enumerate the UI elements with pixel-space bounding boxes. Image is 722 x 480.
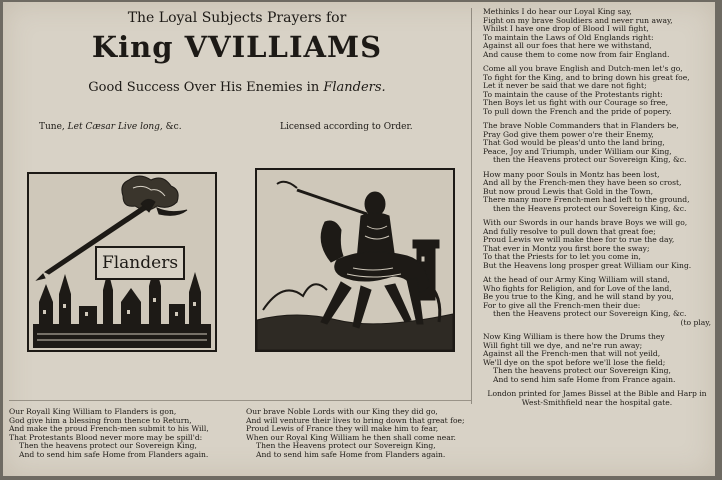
verse-line: Our Royall King William to Flanders is gon,	[9, 407, 177, 416]
verse-line: To fight for the King, and to bring down his great foe,	[483, 72, 690, 82]
verse-line: And cause them to come now from fair England.	[483, 49, 670, 59]
verse-line: There many more French-men had left to the ground,	[483, 195, 690, 204]
bottom-middle-verse	[246, 408, 468, 459]
title-line-1: The Loyal Subjects Prayers for	[127, 10, 347, 26]
verse-line: That ever in Montz you first bore the sway;	[483, 243, 650, 253]
verse-line: Now King William is there how the Drums they	[483, 332, 665, 341]
verse-line: Then the Heavens protect our Sovereign King,	[256, 441, 436, 450]
verse-line: To maintain the cause of the Protestants right:	[483, 89, 663, 99]
verse-line: then the Heavens protect our Sovereign King, &c.	[493, 155, 687, 164]
stanza-4	[483, 171, 711, 214]
verse-line: Our brave Noble Lords with our King they did go,	[246, 407, 438, 416]
verse-line: And will venture their lives to bring down that great foe;	[246, 415, 465, 425]
licensed-line: Licensed according to Order.	[280, 122, 413, 132]
imprint-line: West-Smithfield near the hospital gate.	[521, 397, 673, 407]
verse-line: And fully resolve to pull down that great foe;	[483, 226, 656, 236]
verse-line: And to send him safe Home from Flanders again.	[19, 449, 209, 459]
imprint	[483, 390, 711, 407]
verse-line: Who fights for Religion, and for Love of the land,	[483, 283, 672, 293]
verse-line: How many poor Souls in Montz has been lost,	[483, 169, 660, 179]
verse-line: (to play,	[680, 317, 711, 327]
verse-line: Pray God give them power o're their Enemy,	[483, 129, 654, 139]
tune-suffix: &c.	[165, 122, 182, 132]
verse-line: That Protestants Blood never more may be spill'd:	[9, 432, 203, 442]
verse-line: Fight on my brave Souldiers and never run away,	[483, 15, 673, 25]
verse-line: And to send him safe Home from Flanders again.	[256, 449, 446, 459]
verse-line: then the Heavens protect our Sovereign King, &c.	[493, 309, 687, 318]
tune-line	[39, 122, 182, 132]
verse-line: Then Boys let us fight with our Courage so free,	[483, 98, 669, 107]
verse-line: We'll dye on the spot before we'll lose the field;	[483, 357, 666, 367]
verse-line: The brave Noble Commanders that in Flanders be,	[483, 121, 679, 130]
title-flanders: Flanders.	[323, 80, 386, 95]
verse-line: Then the heavens protect our Sovereign King,	[19, 441, 197, 450]
verse-line: Against all our foes that here we withstand,	[483, 41, 652, 50]
stanza-2	[483, 65, 711, 116]
verse-line: With our Swords in our hands brave Boys we will go,	[483, 218, 688, 227]
verse-line: Let it never be said that we dare not fight;	[483, 81, 647, 90]
verse-line: Peace, Joy and Triumph, under William our King,	[483, 146, 672, 156]
title-line-3	[3, 80, 471, 95]
verse-line: For to give all the French-men their due:	[483, 300, 641, 310]
stanza-3	[483, 122, 711, 165]
verse-line: Proud Lewis we will make thee for to rue the day,	[483, 235, 675, 244]
woodcut-flanders-town	[27, 172, 217, 352]
stanza-7	[483, 333, 711, 384]
verse-line: At the head of our Army King William will stand,	[483, 275, 670, 284]
verse-line: Proud Lewis of France they will make him to fear,	[246, 424, 439, 433]
verse-line: Then the heavens protect our Sovereign King,	[493, 366, 671, 375]
tune-prefix: Tune,	[39, 122, 65, 132]
verse-line: And make the proud French-men submit to his Will,	[9, 424, 209, 433]
woodcut-horseman-illustration	[257, 170, 453, 350]
verse-line: Methinks I do hear our Loyal King say,	[483, 7, 632, 16]
verse-line: Be you true to the King, and he will stand by you,	[483, 292, 674, 301]
woodcut-king-on-horse	[255, 168, 455, 352]
verse-line: And all by the French-men they have been so crost,	[483, 178, 682, 187]
verse-line: And to send him safe Home from France again.	[493, 374, 676, 384]
title-king-williams: King VVILLIAMS	[91, 30, 383, 64]
verse-line: God give him a blessing from thence to Return,	[9, 415, 192, 425]
right-column-verses	[483, 8, 711, 407]
bottom-left-verse	[9, 408, 239, 459]
verse-line: To pull down the French and the pride of popery.	[483, 106, 672, 116]
broadside-sheet	[3, 2, 715, 476]
stanza-5	[483, 219, 711, 270]
verse-line: Come all you brave English and Dutch-men let's go,	[483, 64, 683, 73]
verse-line: To maintain the Laws of Old Englands right:	[483, 32, 654, 42]
verse-line: When our Royal King William he then shall come near.	[246, 432, 456, 442]
stanza-6	[483, 276, 711, 327]
verse-line: Will fight till we dye, and ne're run away;	[483, 340, 643, 350]
title-line-3-text: Good Success Over His Enemies in	[88, 80, 320, 95]
flanders-banner: Flanders	[95, 246, 185, 280]
imprint-line: London printed for James Bissel at the Bible and Harp in	[487, 389, 707, 398]
tune-name: Let Cæsar Live long,	[67, 122, 163, 132]
verse-line: To that the Priests for to let you come in,	[483, 252, 641, 261]
verse-line: Whilst I have one drop of Blood I will fight,	[483, 24, 649, 33]
verse-line: then the Heavens protect our Sovereign King, &c.	[493, 203, 687, 213]
verse-line: That God would be pleas'd unto the land bring,	[483, 138, 665, 147]
section-divider	[9, 400, 471, 401]
verse-line: But the Heavens long prosper great William our King.	[483, 260, 692, 270]
verse-line: But now proud Lewis that Gold in the Town,	[483, 186, 654, 196]
verse-line: Against all the French-men that will not yeild,	[483, 349, 661, 358]
stanza-1	[483, 8, 711, 59]
column-divider	[471, 8, 472, 404]
